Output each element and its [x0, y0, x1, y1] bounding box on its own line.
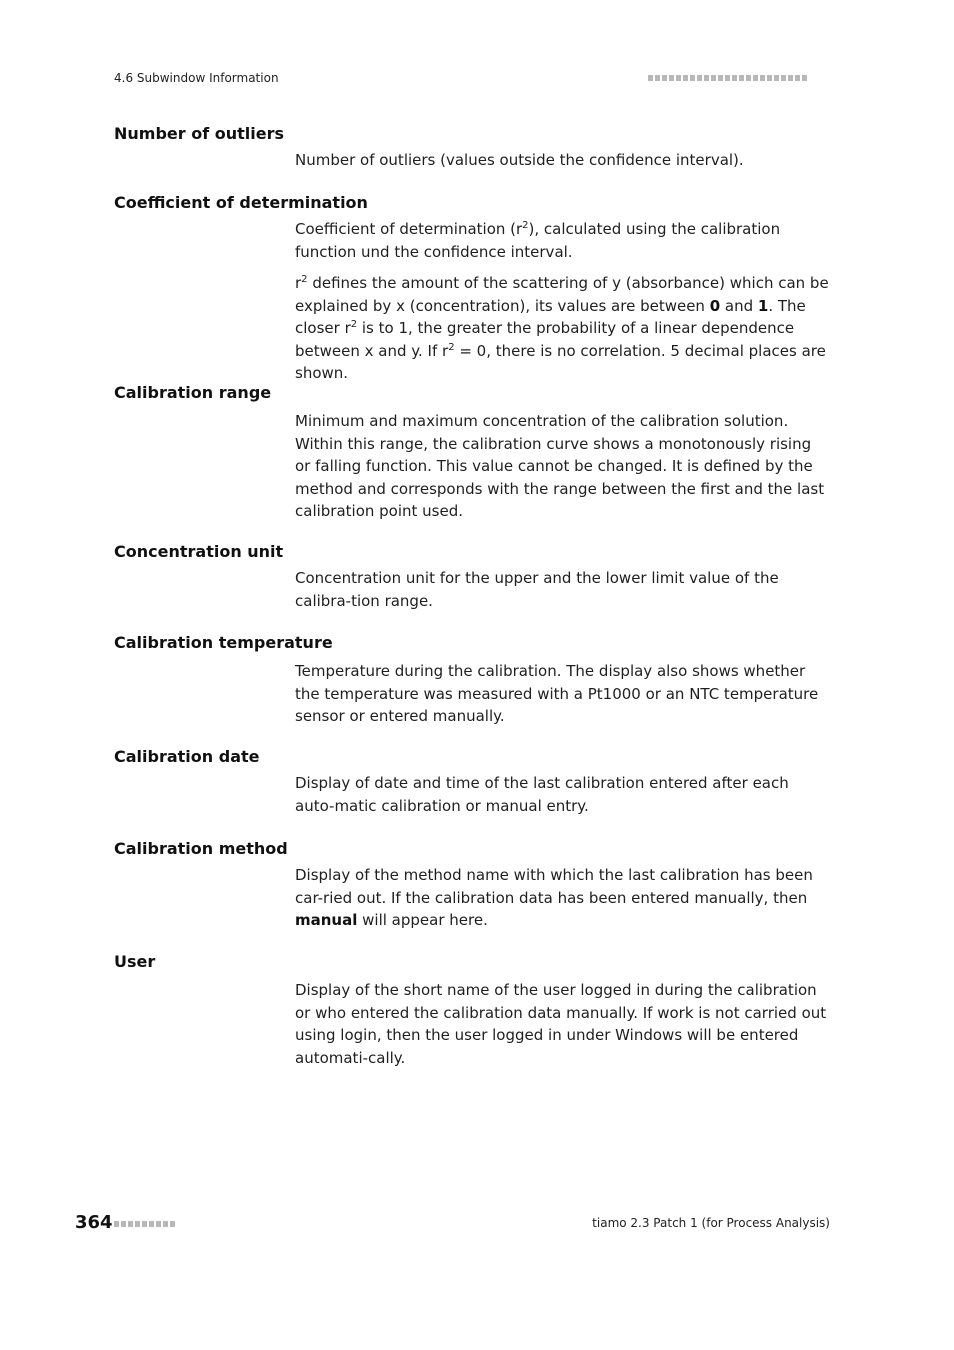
- text-run: and: [720, 296, 758, 315]
- paragraph: Temperature during the calibration. The display also shows whether the temperature was measured with a Pt1000 or an NTC temperature sensor or entered manually.: [295, 662, 819, 725]
- text-run: will appear here.: [357, 911, 488, 929]
- entry-description: [295, 218, 830, 385]
- footer-decoration-dots: [114, 1221, 175, 1227]
- entry-number-of-outliers: [114, 123, 830, 181]
- text-run: Coefficient of determination (r: [295, 220, 523, 238]
- entry-term: Calibration date: [114, 747, 260, 766]
- entry-description: [295, 149, 830, 172]
- entry-concentration-unit: [114, 541, 830, 621]
- entry-calibration-temperature: [114, 632, 830, 737]
- footer-product-name: tiamo 2.3 Patch 1 (for Process Analysis): [592, 1216, 830, 1230]
- entry-term: Calibration range: [114, 383, 272, 402]
- superscript: 2: [448, 341, 455, 353]
- paragraph: Minimum and maximum concentration of the calibration solution. Within this range, the calibration curve shows a monotonously rising or falling function. This value cannot be changed. It is defined by the method and corresponds with the range between the first and the last calibration point used.: [295, 412, 825, 520]
- paragraph: [295, 864, 830, 932]
- text-run: . The closer r: [295, 296, 806, 337]
- text-run: defines the amount of the scattering of y (absorbance) which can be explained by x (concentration), its values are between: [295, 274, 829, 315]
- entry-coefficient-of-determination: [114, 192, 830, 394]
- entry-term: Number of outliers: [114, 124, 285, 143]
- entry-calibration-date: [114, 746, 830, 826]
- header-decoration-dots: [648, 75, 807, 81]
- paragraph: Number of outliers (values outside the confidence interval).: [295, 151, 744, 169]
- bold-keyword: manual: [295, 911, 358, 929]
- paragraph: Display of the short name of the user logged in during the calibration or who entered the calibration data manually. If work is not carried out using login, then the user logged in under Windows will be entered automati-cally.: [295, 981, 827, 1067]
- entry-description: [295, 864, 830, 932]
- paragraph: [295, 272, 830, 385]
- page-number: 364: [75, 1212, 113, 1233]
- text-run: is to 1, the greater the probability of a linear dependence between x and y. If r: [295, 319, 795, 360]
- paragraph: Concentration unit for the upper and the lower limit value of the calibra-tion range.: [295, 569, 779, 610]
- entry-term: User: [114, 952, 156, 971]
- running-header-section: 4.6 Subwindow Information: [114, 71, 279, 85]
- text-run: r: [295, 274, 302, 292]
- entry-description: [295, 567, 830, 612]
- entry-calibration-range: [114, 382, 830, 532]
- entry-user: [114, 951, 830, 1078]
- paragraph: [295, 218, 830, 263]
- bold-value: 1: [757, 296, 769, 315]
- text-run: Display of the method name with which the last calibration has been car-ried out. If the calibration data has been entered manually, then: [295, 866, 813, 907]
- entry-description: [295, 772, 830, 817]
- superscript: 2: [522, 220, 529, 231]
- superscript: 2: [301, 274, 308, 285]
- entry-description: [295, 979, 830, 1069]
- entry-term: Calibration temperature: [114, 633, 333, 652]
- text-run: = 0, there is no correlation. 5 decimal places are shown.: [295, 341, 826, 382]
- entry-term: Calibration method: [114, 839, 288, 858]
- entry-calibration-method: [114, 838, 830, 941]
- entry-description: [295, 410, 830, 523]
- text-run: ), calculated using the calibration function und the confidence interval.: [295, 220, 781, 261]
- entry-description: [295, 660, 830, 728]
- superscript: 2: [350, 319, 358, 330]
- paragraph: Display of date and time of the last calibration entered after each auto-matic calibration or manual entry.: [295, 774, 789, 815]
- entry-term: Concentration unit: [114, 542, 284, 561]
- entry-term: Coefficient of determination: [114, 193, 368, 212]
- bold-value: 0: [709, 296, 721, 315]
